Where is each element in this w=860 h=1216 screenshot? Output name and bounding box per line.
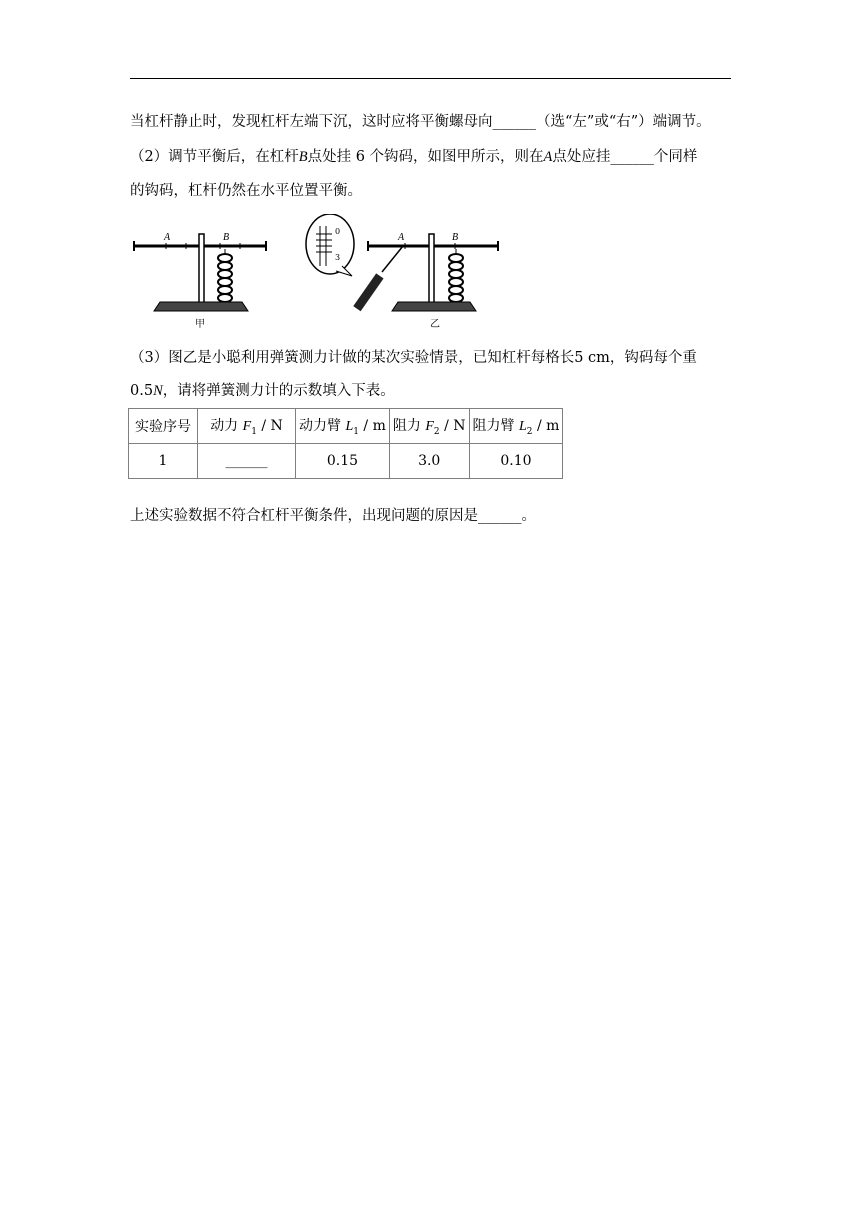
table-header-cell: 动力 $F_1$ / N (198, 409, 296, 444)
table-cell: 0.10 (469, 444, 563, 479)
spring-scale-icon (353, 273, 383, 311)
point-b-label: B (223, 232, 230, 243)
lever-setup-yi (306, 214, 498, 330)
table-cell: 3.0 (389, 444, 469, 479)
table-row (129, 444, 563, 479)
scale-mark-bottom: 3 (335, 253, 341, 262)
table-cell-answer-blank: ______ (198, 444, 296, 479)
conclusion-line: 上述实验数据不符合杠杆平衡条件，出现问题的原因是______。 (130, 508, 536, 524)
table-header-cell: 阻力 $F_2$ / N (389, 409, 469, 444)
table-cell: 1 (129, 444, 198, 479)
question-3-line-2: 0.5N，请将弹簧测力计的示数填入下表。 (130, 383, 395, 399)
table-cell: 0.15 (296, 444, 390, 479)
figure-label-yi: 乙 (430, 319, 440, 330)
header-rule (130, 78, 731, 79)
table-header-cell: 实验序号 (129, 409, 198, 444)
point-a-label-yi: A (398, 232, 405, 243)
question-3-line-1: （3）图乙是小聪利用弹簧测力计做的某次实验情景，已知杠杆每格长5 cm，钩码每个重 (130, 350, 697, 366)
point-a-label: A (164, 232, 171, 243)
question-2-line-2: 的钩码，杠杆仍然在水平位置平衡。 (130, 183, 362, 199)
data-table (128, 408, 563, 479)
text-line-1: 当杠杆静止时，发现杠杆左端下沉，这时应将平衡螺母向______（选“左”或“右”）端调节。 (130, 114, 711, 130)
table-header-row (129, 409, 563, 444)
question-2-line-1: （2）调节平衡后，在杠杆B点处挂 6 个钩码，如图甲所示，则在A点处应挂______个同样 (130, 149, 698, 165)
scale-mark-top: 0 (335, 227, 341, 236)
table-header-cell: 动力臂 $L_1$ / m (296, 409, 390, 444)
lever-setup-jia (134, 232, 266, 330)
table-header-cell: 阻力臂 $L_2$ / m (469, 409, 563, 444)
point-b-label-yi: B (452, 232, 459, 243)
figure-label-jia: 甲 (195, 319, 205, 330)
lever-figure (130, 214, 510, 334)
